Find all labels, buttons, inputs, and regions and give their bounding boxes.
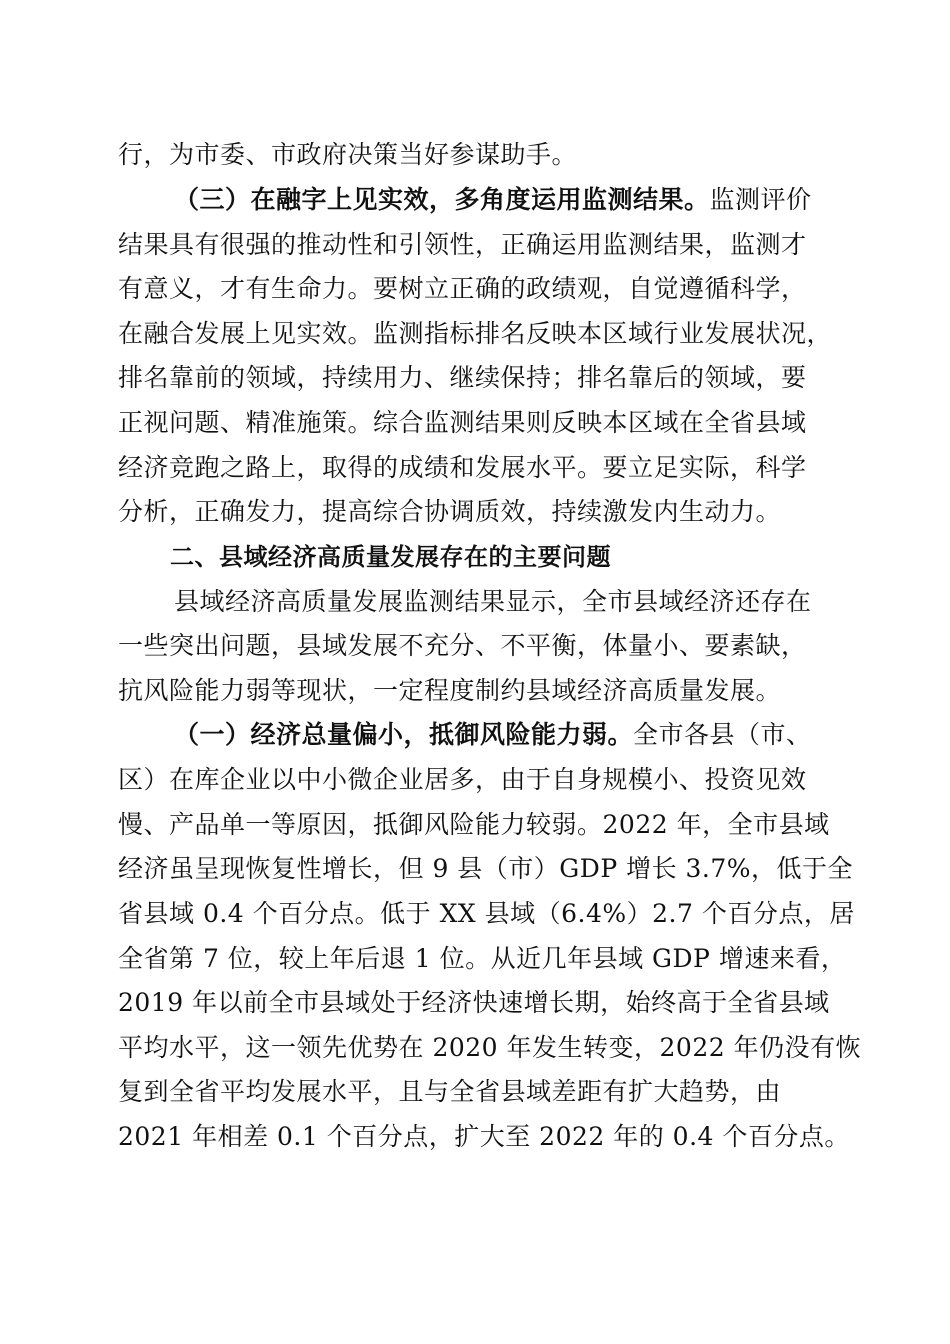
line-text: 在融合发展上见实效。监测指标排名反映本区域行业发展状况， [118,319,833,348]
line-text: 经济竞跑之路上，取得的成绩和发展水平。要立足实际，科学 [118,453,807,482]
paragraph-line [118,267,807,311]
line-text: 2021 年相差 0.1 个百分点，扩大至 2022 年的 0.4 个百分点。 [118,1122,850,1151]
line-text: 区）在库企业以中小微企业居多，由于自身规模小、投资见效 [118,765,807,794]
line-text: 县域经济高质量发展监测结果显示，全市县域经济还存在 [174,587,812,616]
line-text: 2019 年以前全市县域处于经济快速增长期，始终高于全省县域 [118,988,830,1017]
paragraph-line [118,356,807,400]
paragraph-line [118,847,853,891]
line-text: 行，为市委、市政府决策当好参谋助手。 [118,140,578,169]
paragraph-line [118,803,830,847]
line-text: 结果具有很强的推动性和引领性，正确运用监测结果，监测才 [118,230,807,259]
section-heading-text: 二、县域经济高质量发展存在的主要问题 [170,543,611,571]
paragraph-line [118,1115,850,1159]
line-text: 有意义，才有生命力。要树立正确的政绩观，自觉遵循科学， [118,274,807,303]
line-text: 经济虽呈现恢复性增长，但 9 县（市）GDP 增长 3.7%，低于全 [118,854,854,883]
line-text: 复到全省平均发展水平，且与全省县域差距有扩大趋势，由 [118,1077,782,1106]
paragraph-line [118,312,832,356]
paragraph-line [118,223,807,267]
line-text: 抗风险能力弱等现状，一定程度制约县域经济高质量发展。 [118,676,782,705]
subsection-heading-3: （三）在融字上见实效，多角度运用监测结果。 [174,185,710,214]
line-text: 分析，正确发力，提高综合协调质效，持续激发内生动力。 [118,497,782,526]
paragraph-line [118,490,781,534]
line-text: 省县域 0.4 个百分点。低于 XX 县域（6.4%）2.7 个百分点，居 [118,899,855,928]
section-heading [170,535,611,579]
paragraph-line [118,937,846,981]
line-text: 正视问题、精准施策。综合监测结果则反映本区域在全省县域 [118,408,807,437]
paragraph-line [118,446,807,490]
paragraph-line [174,580,812,624]
paragraph-line [118,981,830,1025]
paragraph-line [118,758,807,802]
paragraph-line [118,1070,781,1114]
subsection-heading-line [174,178,812,222]
line-text: 排名靠前的领域，持续用力、继续保持；排名靠后的领域，要 [118,363,807,392]
line-text: 全省第 7 位，较上年后退 1 位。从近几年县域 GDP 增速来看， [118,944,847,973]
subsection-heading-1: （一）经济总量偏小，抵御风险能力弱。 [174,720,634,749]
paragraph-line [118,669,781,713]
paragraph-line [118,892,855,936]
subsection-heading-line [174,713,812,757]
paragraph-line [118,401,807,445]
line-text: 全市各县（市、 [633,720,812,749]
line-text: 平均水平，这一领先优势在 2020 年发生转变，2022 年仍没有恢 [118,1033,862,1062]
paragraph-line [118,1026,861,1070]
line-text: 监测评价 [709,185,812,214]
line-text: 一些突出问题，县域发展不充分、不平衡，体量小、要素缺， [118,631,807,660]
paragraph-line [118,624,807,668]
line-text: 慢、产品单一等原因，抵御风险能力较弱。2022 年，全市县域 [118,810,830,839]
paragraph-line [118,133,577,177]
